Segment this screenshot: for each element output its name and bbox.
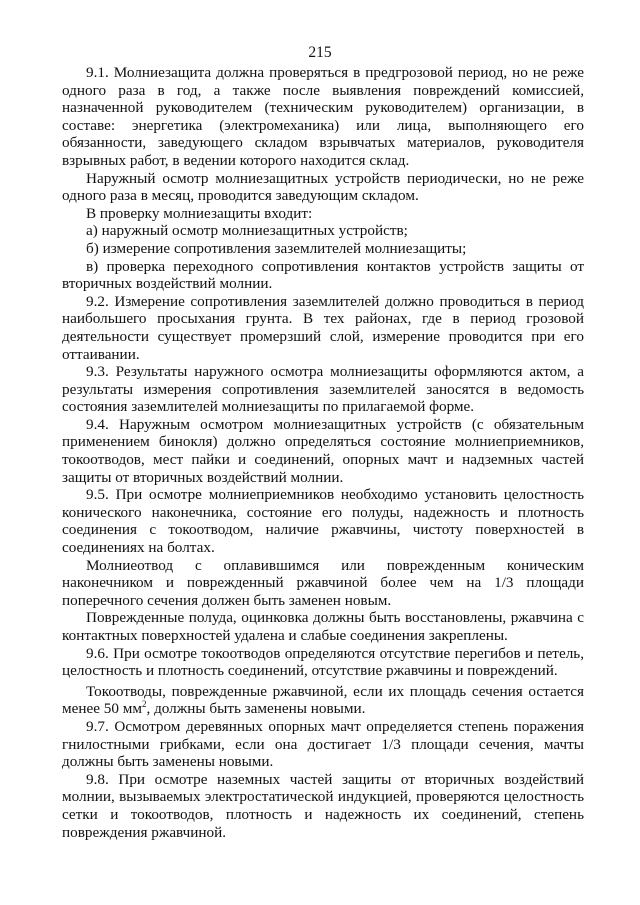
paragraph-9-2: 9.2. Измерение сопротивления заземлителей должно проводиться в период наибольшего просыхания грунта. В тех районах, где в период грозовой деятельности существует промерзший слой, измерение проводится при его оттаивании. bbox=[62, 292, 584, 363]
list-item-v: в) проверка переходного сопротивления контактов устройств защиты от вторичных воздействий молнии. bbox=[62, 257, 584, 293]
paragraph-9-8: 9.8. При осмотре наземных частей защиты от вторичных воздействий молнии, вызываемых электростатической индукцией, проверяются целостность сетки и токоотводов, плотность и надежность их соединений, степень повреждения ржавчиной. bbox=[62, 770, 584, 841]
paragraph-9-4: 9.4. Наружным осмотром молниезащитных устройств (с обязательным применением бинокля) должно определяться состояние молниеприемников, токоотводов, мест пайки и соединений, опорных мачт и надземных частей защиты от вторичных воздействий молнии. bbox=[62, 415, 584, 486]
paragraph-9-7: 9.7. Осмотром деревянных опорных мачт определяется степень поражения гнилостными грибками, если она достигает 1/3 площади сечения, мачты должны быть заменены новыми. bbox=[62, 717, 584, 771]
document-body bbox=[62, 64, 584, 841]
paragraph-check-includes: В проверку молниезащиты входит: bbox=[86, 204, 313, 222]
text-after-superscript: , должны быть заменены новыми. bbox=[146, 700, 366, 718]
superscript-2: 2 bbox=[141, 699, 147, 710]
paragraph-9-6: 9.6. При осмотре токоотводов определяются отсутствие перегибов и петель, целостность и плотность соединений, отсутствие ржавчины и повреждений. bbox=[62, 644, 584, 680]
list-item-b: б) измерение сопротивления заземлителей молниезащиты; bbox=[86, 239, 467, 257]
paragraph-9-5: 9.5. При осмотре молниеприемников необходимо установить целостность конического наконечника, состояние его полуды, надежность и плотность соединения с токоотводом, наличие ржавчины, чистоту поверхностей в соединениях на болтах. bbox=[62, 486, 584, 557]
list-item-a: а) наружный осмотр молниезащитных устройств; bbox=[86, 222, 408, 240]
paragraph-lightning-rod-replacement: Молниеотвод с оплавившимся или поврежденным коническим наконечником и поврежденный ржавчиной более чем на 1/3 площади поперечного сечения должен быть заменен новым. bbox=[62, 556, 584, 609]
text-before-superscript: Токоотводы, поврежденные ржавчиной, если их площадь сечения остается менее 50 мм bbox=[62, 682, 584, 718]
paragraph-9-3: 9.3. Результаты наружного осмотра молниезащиты оформляются актом, а результаты измерения сопротивления заземлителей заносятся в ведомость состояния заземлителей молниезащиты по прилагаемой форме. bbox=[62, 363, 584, 416]
paragraph-external-inspection: Наружный осмотр молниезащитных устройств периодически, но не реже одного раза в месяц, проводится заведующим складом. bbox=[62, 169, 584, 205]
page-number: 215 bbox=[308, 44, 332, 61]
paragraph-9-1: 9.1. Молниезащита должна проверяться в предгрозовой период, но не реже одного раза в год, а также после выявления повреждений комиссией, назначенной руководителем (техническим руководителем) организации, в составе: энергетика (электромеханика) или лица, выполняющего его обязанности, заведующего складом взрывчатых материалов, руководителя взрывных работ, в ведении которого находится склад. bbox=[62, 64, 584, 169]
paragraph-tinning-restore: Поврежденные полуда, оцинковка должны быть восстановлены, ржавчина с контактных поверхностей удалена и слабые соединения закреплены. bbox=[62, 609, 584, 644]
paragraph-down-conductors-replacement bbox=[62, 683, 584, 718]
